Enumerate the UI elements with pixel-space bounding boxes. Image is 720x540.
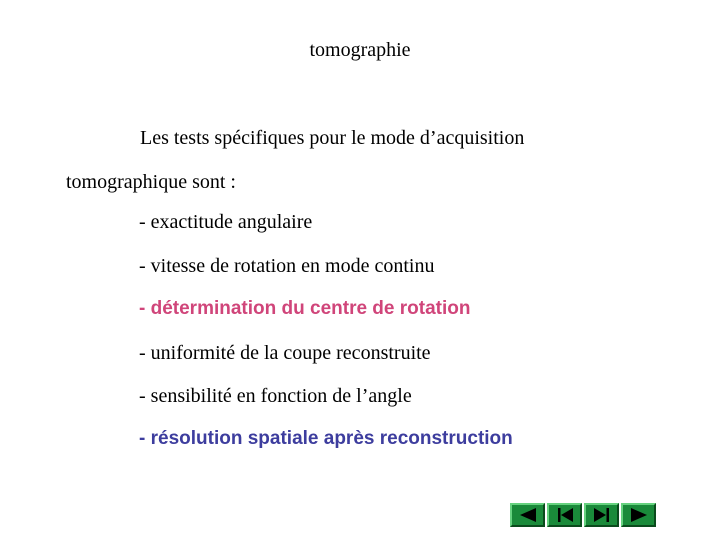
intro-line-1: Les tests spécifiques pour le mode d’acquisition xyxy=(140,127,525,149)
test-item-slice-uniformity: - uniformité de la coupe reconstruite xyxy=(139,342,431,364)
test-item-rotation-speed: - vitesse de rotation en mode continu xyxy=(139,255,435,277)
test-item-spatial-resolution[interactable]: - résolution spatiale après reconstruction xyxy=(139,428,513,449)
intro-line-2: tomographique sont : xyxy=(66,171,236,193)
previous-slide-button[interactable] xyxy=(510,503,545,527)
skip-first-icon xyxy=(554,507,576,523)
navigation-bar xyxy=(510,503,656,527)
first-slide-button[interactable] xyxy=(547,503,582,527)
last-slide-button[interactable] xyxy=(584,503,619,527)
slide-title: tomographie xyxy=(309,39,411,61)
test-item-angle-sensitivity: - sensibilité en fonction de l’angle xyxy=(139,385,412,407)
test-item-center-of-rotation[interactable]: - détermination du centre de rotation xyxy=(139,298,471,319)
next-slide-button[interactable] xyxy=(621,503,656,527)
triangle-right-icon xyxy=(628,507,650,523)
triangle-left-icon xyxy=(517,507,539,523)
test-item-angular-accuracy: - exactitude angulaire xyxy=(139,211,313,233)
skip-last-icon xyxy=(591,507,613,523)
